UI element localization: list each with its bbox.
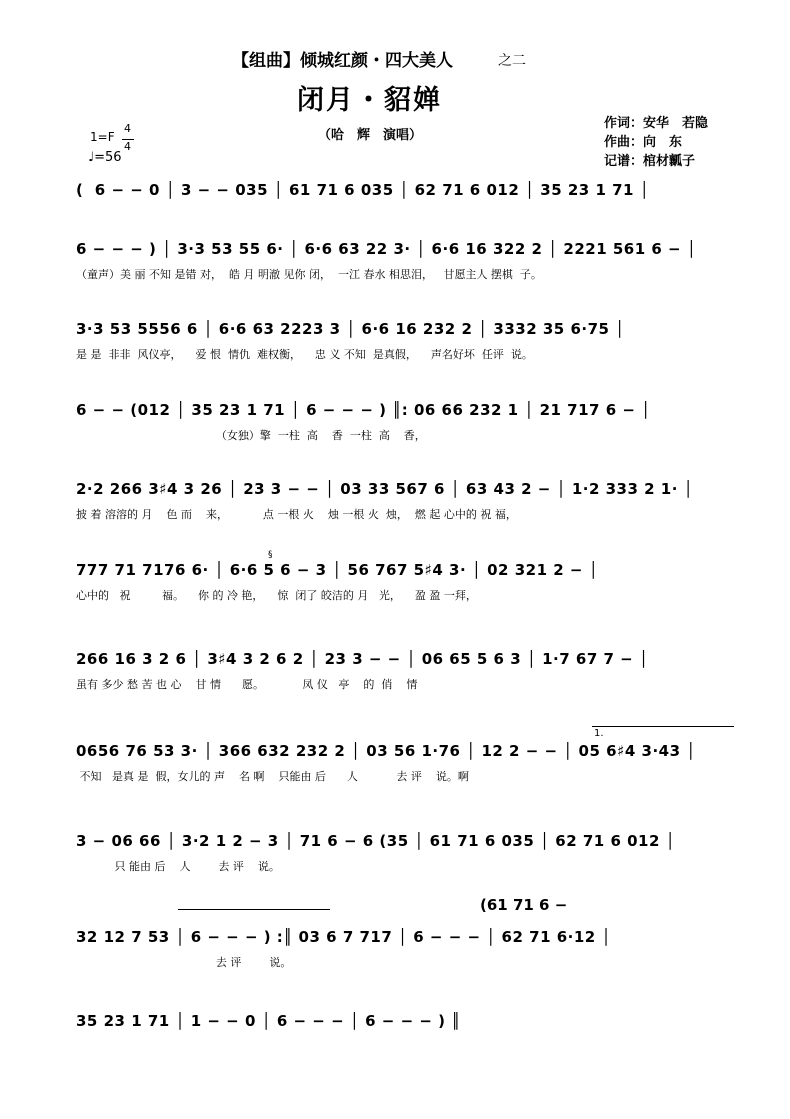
time-signature-top: 4	[124, 122, 131, 135]
notation-line: 3 − 06 66 │ 3·2 1 2 − 3 │ 71 6 − 6 (35 │ 61 71 6 035 │ 62 71 6 012 │	[76, 832, 676, 850]
notation-line: 6 − − − ) │ 3·3 53 55 6· │ 6·6 63 22 3· │ 6·6 16 322 2 │ 2221 561 6 − │	[76, 240, 697, 258]
lyric-line: 只 能由 后 人 去 评 说。	[76, 860, 280, 873]
song-title: 闭月・貂婵	[297, 85, 442, 116]
lyric-line: 虽有 多少 愁 苦 也 心 甘 情 愿。 凤 仪 亭 的 俏 情	[76, 678, 418, 691]
segno-sign: §	[268, 550, 273, 560]
lyric-line: （女独）擎 一柱 高 香 一柱 高 香，	[76, 429, 426, 442]
lyric-line: 心中的 祝 福。 你 的 冷 艳， 惊 闭了 皎洁的 月 光， 盈 盈 一拜，	[76, 589, 477, 602]
notation-line: 3·3 53 5556 6 │ 6·6 63 2223 3 │ 6·6 16 232 2 │ 3332 35 6·75 │	[76, 320, 625, 338]
repeat-bracket	[178, 909, 330, 910]
lyric-line: 去 评 说。	[76, 956, 292, 969]
singer-credit: （哈 辉 演唱）	[318, 128, 423, 143]
time-signature-bottom: 4	[124, 140, 131, 153]
lyric-line: 是 是 非非 风仪亭， 爱 恨 情仇 难权衡， 忠 义 不知 是真假， 声名好坏 任评 说。	[76, 348, 533, 361]
notation-line: ( 6 − − 0 │ 3 − − 035 │ 61 71 6 035 │ 62 71 6 012 │ 35 23 1 71 │	[76, 181, 650, 199]
alternate-ending: (61 71 6 −	[480, 896, 568, 914]
notation-line: 2·2 266 3♯4 3 26 │ 23 3 − − │ 03 33 567 6 │ 63 43 2 − │ 1·2 333 2 1· │	[76, 480, 694, 498]
tempo-marking: ♩=56	[88, 150, 122, 165]
composer-credit: 作曲：向 东	[604, 135, 683, 150]
lyric-line: 不知 是真 是 假，女儿的 声 名 啊 只能由 后 人 去 评 说。啊	[76, 770, 469, 783]
key-signature: 1=F	[90, 130, 115, 144]
notation-line: 777 71 7176 6· │ 6·6 5 6 − 3 │ 56 767 5♯4 3· │ 02 321 2 − │	[76, 561, 599, 579]
notation-line: 32 12 7 53 │ 6 − − − ) :║ 03 6 7 717 │ 6 − − − │ 62 71 6·12 │	[76, 928, 611, 946]
notation-line: 6 − − (012 │ 35 23 1 71 │ 6 − − − ) ║: 06 66 232 1 │ 21 717 6 − │	[76, 401, 651, 419]
lyric-line: 披 着 溶溶的 月 色 而 来， 点 一根 火 烛 一根 火 烛， 燃 起 心中的 祝 福，	[76, 508, 517, 521]
lyric-line: （童声）美 丽 不知 是错 对， 皓 月 明澈 见你 闭， 一江 春水 相思泪， 甘愿主人 摆棋 子。	[76, 268, 542, 281]
part-label: 之二	[498, 53, 526, 69]
series-title: 【组曲】倾城红颜・四大美人	[232, 51, 453, 71]
notation-line: 0656 76 53 3· │ 366 632 232 2 │ 03 56 1·76 │ 12 2 − − │ 05 6♯4 3·43 │	[76, 742, 696, 760]
notation-line: 35 23 1 71 │ 1 − − 0 │ 6 − − − │ 6 − − − ) ║	[76, 1012, 461, 1030]
volta-label: 1.	[594, 728, 604, 739]
notation-line: 266 16 3 2 6 │ 3♯4 3 2 6 2 │ 23 3 − − │ 06 65 5 6 3 │ 1·7 67 7 − │	[76, 650, 649, 668]
volta-bracket	[592, 726, 734, 727]
transcriber-credit: 记谱：棺材瓤子	[604, 154, 696, 169]
lyricist-credit: 作词：安华 若隐	[604, 116, 709, 131]
